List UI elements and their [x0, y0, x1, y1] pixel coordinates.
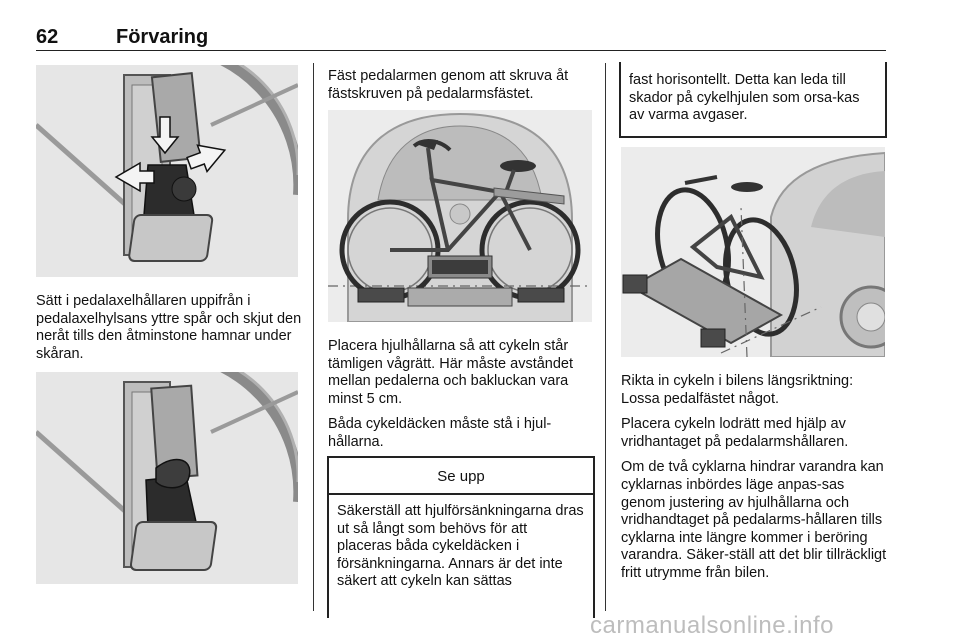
column-2-intro — [328, 68, 596, 111]
header-rule — [36, 50, 886, 51]
column-3-text — [621, 373, 889, 591]
instruction-level-bike: Placera hjulhållarna så att cykeln står tämligen vågrätt. Här måste avståndet mellan pedalerna och bakluckan vara minst 5 cm. — [328, 338, 574, 407]
bike-rear-view-illustration — [328, 110, 592, 322]
pedal-holder-illustration-top — [36, 65, 298, 277]
instruction-both-tires: Båda cykeldäcken måste stå i hjul-hållarna. — [328, 416, 552, 450]
instruction-place-vertical: Placera cykeln lodrätt med hjälp av vridhantaget på pedalarmshållaren. — [621, 416, 849, 450]
instruction-tighten-screw: Fäst pedalarmen genom att skruva åt fästskruven på pedalarmsfästet. — [328, 68, 569, 102]
caution-text: Säkerställ att hjulförsänkningarna dras ut så långt som behövs för att placeras båda cykeldäcken i försänkningarna. Annars är det inte säkert att cykeln kan sättas — [337, 503, 584, 590]
instruction-adjust-two-bikes: Om de två cyklarna hindrar varandra kan cyklarnas inbördes läge anpas-sas genom justering av hjulhållarna och vridhandtaget på pedalarms-hållaren tills cyklarna inte längre kommer i beröring varandra. Säker-ställ att det blir tillräckligt fritt utrymme från bilen. — [621, 459, 887, 581]
caution-box — [327, 456, 595, 618]
bike-on-carrier-illustration — [621, 147, 885, 357]
column-1-text — [36, 293, 304, 371]
instruction-align-bike: Rikta in cykeln i bilens längsriktning: Lossa pedalfästet något. — [621, 373, 854, 407]
column-2-text — [328, 338, 596, 460]
watermark: carmanualsonline.info — [590, 612, 834, 639]
caution-continued-text: fast horisontellt. Detta kan leda till skador på cykelhjulen som orsa-kas av varma avgaser. — [629, 72, 860, 124]
pedal-holder-illustration-bottom — [36, 372, 298, 584]
caution-box-continued — [619, 62, 887, 138]
page-header — [36, 26, 886, 52]
section-title: Förvaring — [116, 26, 209, 48]
column-divider-left — [313, 63, 314, 611]
column-divider-right — [605, 63, 606, 611]
instruction-insert-holder: Sätt i pedalaxelhållaren uppifrån i pedalaxelhylsans yttre spår och skjut den neråt tills den åtminstone hamnar under skåran. — [36, 293, 302, 362]
page-number: 62 — [36, 26, 59, 48]
caution-title: Se upp — [329, 458, 593, 495]
